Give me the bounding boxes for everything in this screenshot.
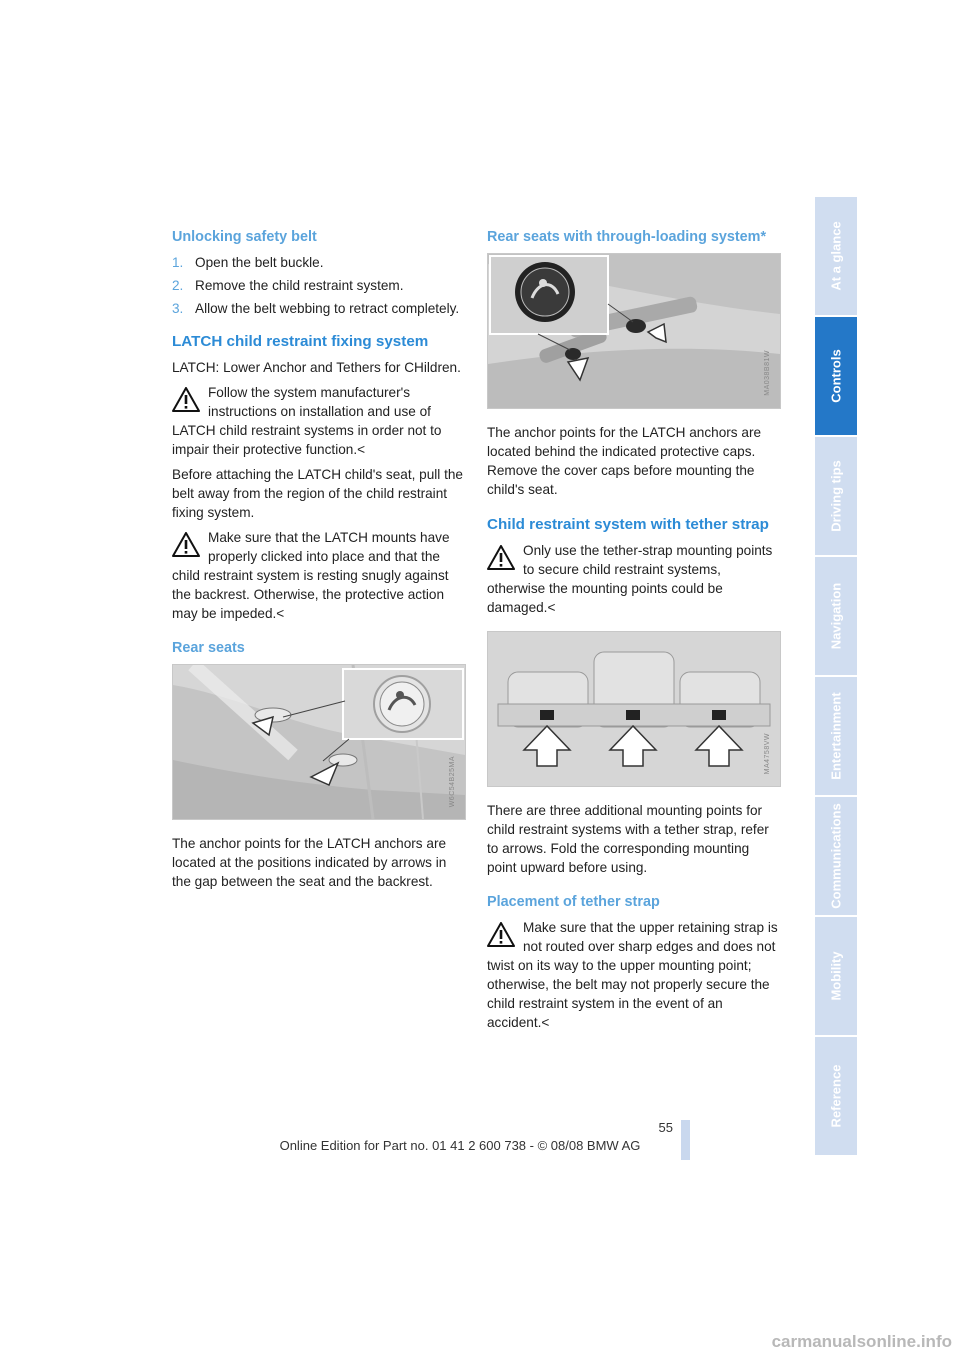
tab-driving-tips[interactable]: Driving tips <box>815 437 857 555</box>
tab-communications[interactable]: Communications <box>815 797 857 915</box>
through-loading-caption: The anchor points for the LATCH anchors are located behind the indicated protective caps. Remove the cover caps before mounting the child's seat. <box>487 425 762 497</box>
list-item: 3. Allow the belt webbing to retract completely. <box>172 301 460 316</box>
tab-at-a-glance[interactable]: At a glance <box>815 197 857 315</box>
rear-seats-heading: Rear seats <box>172 640 245 656</box>
latch-warning-1-text: Follow the system manufacturer's instructions on installation and use of LATCH child restraint systems in order not to impair their protective function.< <box>172 385 442 457</box>
tab-mobility[interactable]: Mobility <box>815 917 857 1035</box>
latch-heading: LATCH child restraint fixing system <box>172 333 429 350</box>
unlocking-heading: Unlocking safety belt <box>172 229 317 245</box>
page-number: 55 <box>658 1120 673 1135</box>
list-item: 2. Remove the child restraint system. <box>172 278 404 293</box>
warning-icon <box>487 545 515 570</box>
rear-seats-figure <box>172 664 466 820</box>
tab-entertainment[interactable]: Entertainment <box>815 677 857 795</box>
list-item: 1. Open the belt buckle. <box>172 255 324 270</box>
tab-navigation[interactable]: Navigation <box>815 557 857 675</box>
footer-text: Online Edition for Part no. 01 41 2 600 738 - © 08/08 BMW AG <box>279 1138 641 1153</box>
tab-reference[interactable]: Reference <box>815 1037 857 1155</box>
latch-warning-1 <box>172 383 465 459</box>
through-loading-heading: Rear seats with through-loading system* <box>487 229 767 245</box>
latch-warning-2-text: Make sure that the LATCH mounts have properly clicked into place and that the child restraint system is resting snugly against the backrest. Otherwise, the protective action may be impeded.< <box>172 530 450 621</box>
latch-intro: LATCH: Lower Anchor and Tethers for CHildren. <box>172 360 461 375</box>
left-column <box>172 228 465 897</box>
unlocking-steps <box>172 253 465 318</box>
rear-seats-caption: The anchor points for the LATCH anchors are located at the positions indicated by arrows in the gap between the seat and the backrest. <box>172 836 447 889</box>
placement-warning <box>487 918 780 1032</box>
placement-warning-text: Make sure that the upper retaining strap is not routed over sharp edges and does not twist on its way to the upper mounting point; otherwise, the belt may not properly secure the child restraint system in the event of an accident.< <box>487 920 778 1030</box>
warning-icon <box>487 922 515 947</box>
latch-warning-2 <box>172 528 465 623</box>
latch-para-2: Before attaching the LATCH child's seat, pull the belt away from the region of the child restraint fixing system. <box>172 467 463 520</box>
rear-seats-illustration <box>173 665 465 819</box>
tab-controls[interactable]: Controls <box>815 317 857 435</box>
chapter-tabs <box>815 197 857 1157</box>
figure-code: MA4758VW <box>764 732 771 774</box>
tether-figure <box>487 631 781 787</box>
warning-icon <box>172 387 200 412</box>
tether-illustration <box>488 632 780 786</box>
through-loading-figure <box>487 253 781 409</box>
through-loading-illustration <box>488 254 780 408</box>
watermark: carmanualsonline.info <box>771 1332 952 1351</box>
footer <box>0 1138 960 1153</box>
figure-code: MA038B81W <box>764 350 771 396</box>
placement-heading: Placement of tether strap <box>487 894 660 910</box>
tether-warning-text: Only use the tether-strap mounting points to secure child restraint systems, otherwise the mounting points could be damaged.< <box>487 543 773 615</box>
warning-icon <box>172 532 200 557</box>
tether-warning <box>487 541 780 617</box>
tether-heading: Child restraint system with tether strap <box>487 516 769 533</box>
figure-code: W6C54B25MA <box>449 755 456 807</box>
right-column <box>487 228 780 1038</box>
tether-caption: There are three additional mounting points for child restraint systems with a tether strap, refer to arrows. Fold the corresponding mounting point upward before using. <box>487 803 769 875</box>
